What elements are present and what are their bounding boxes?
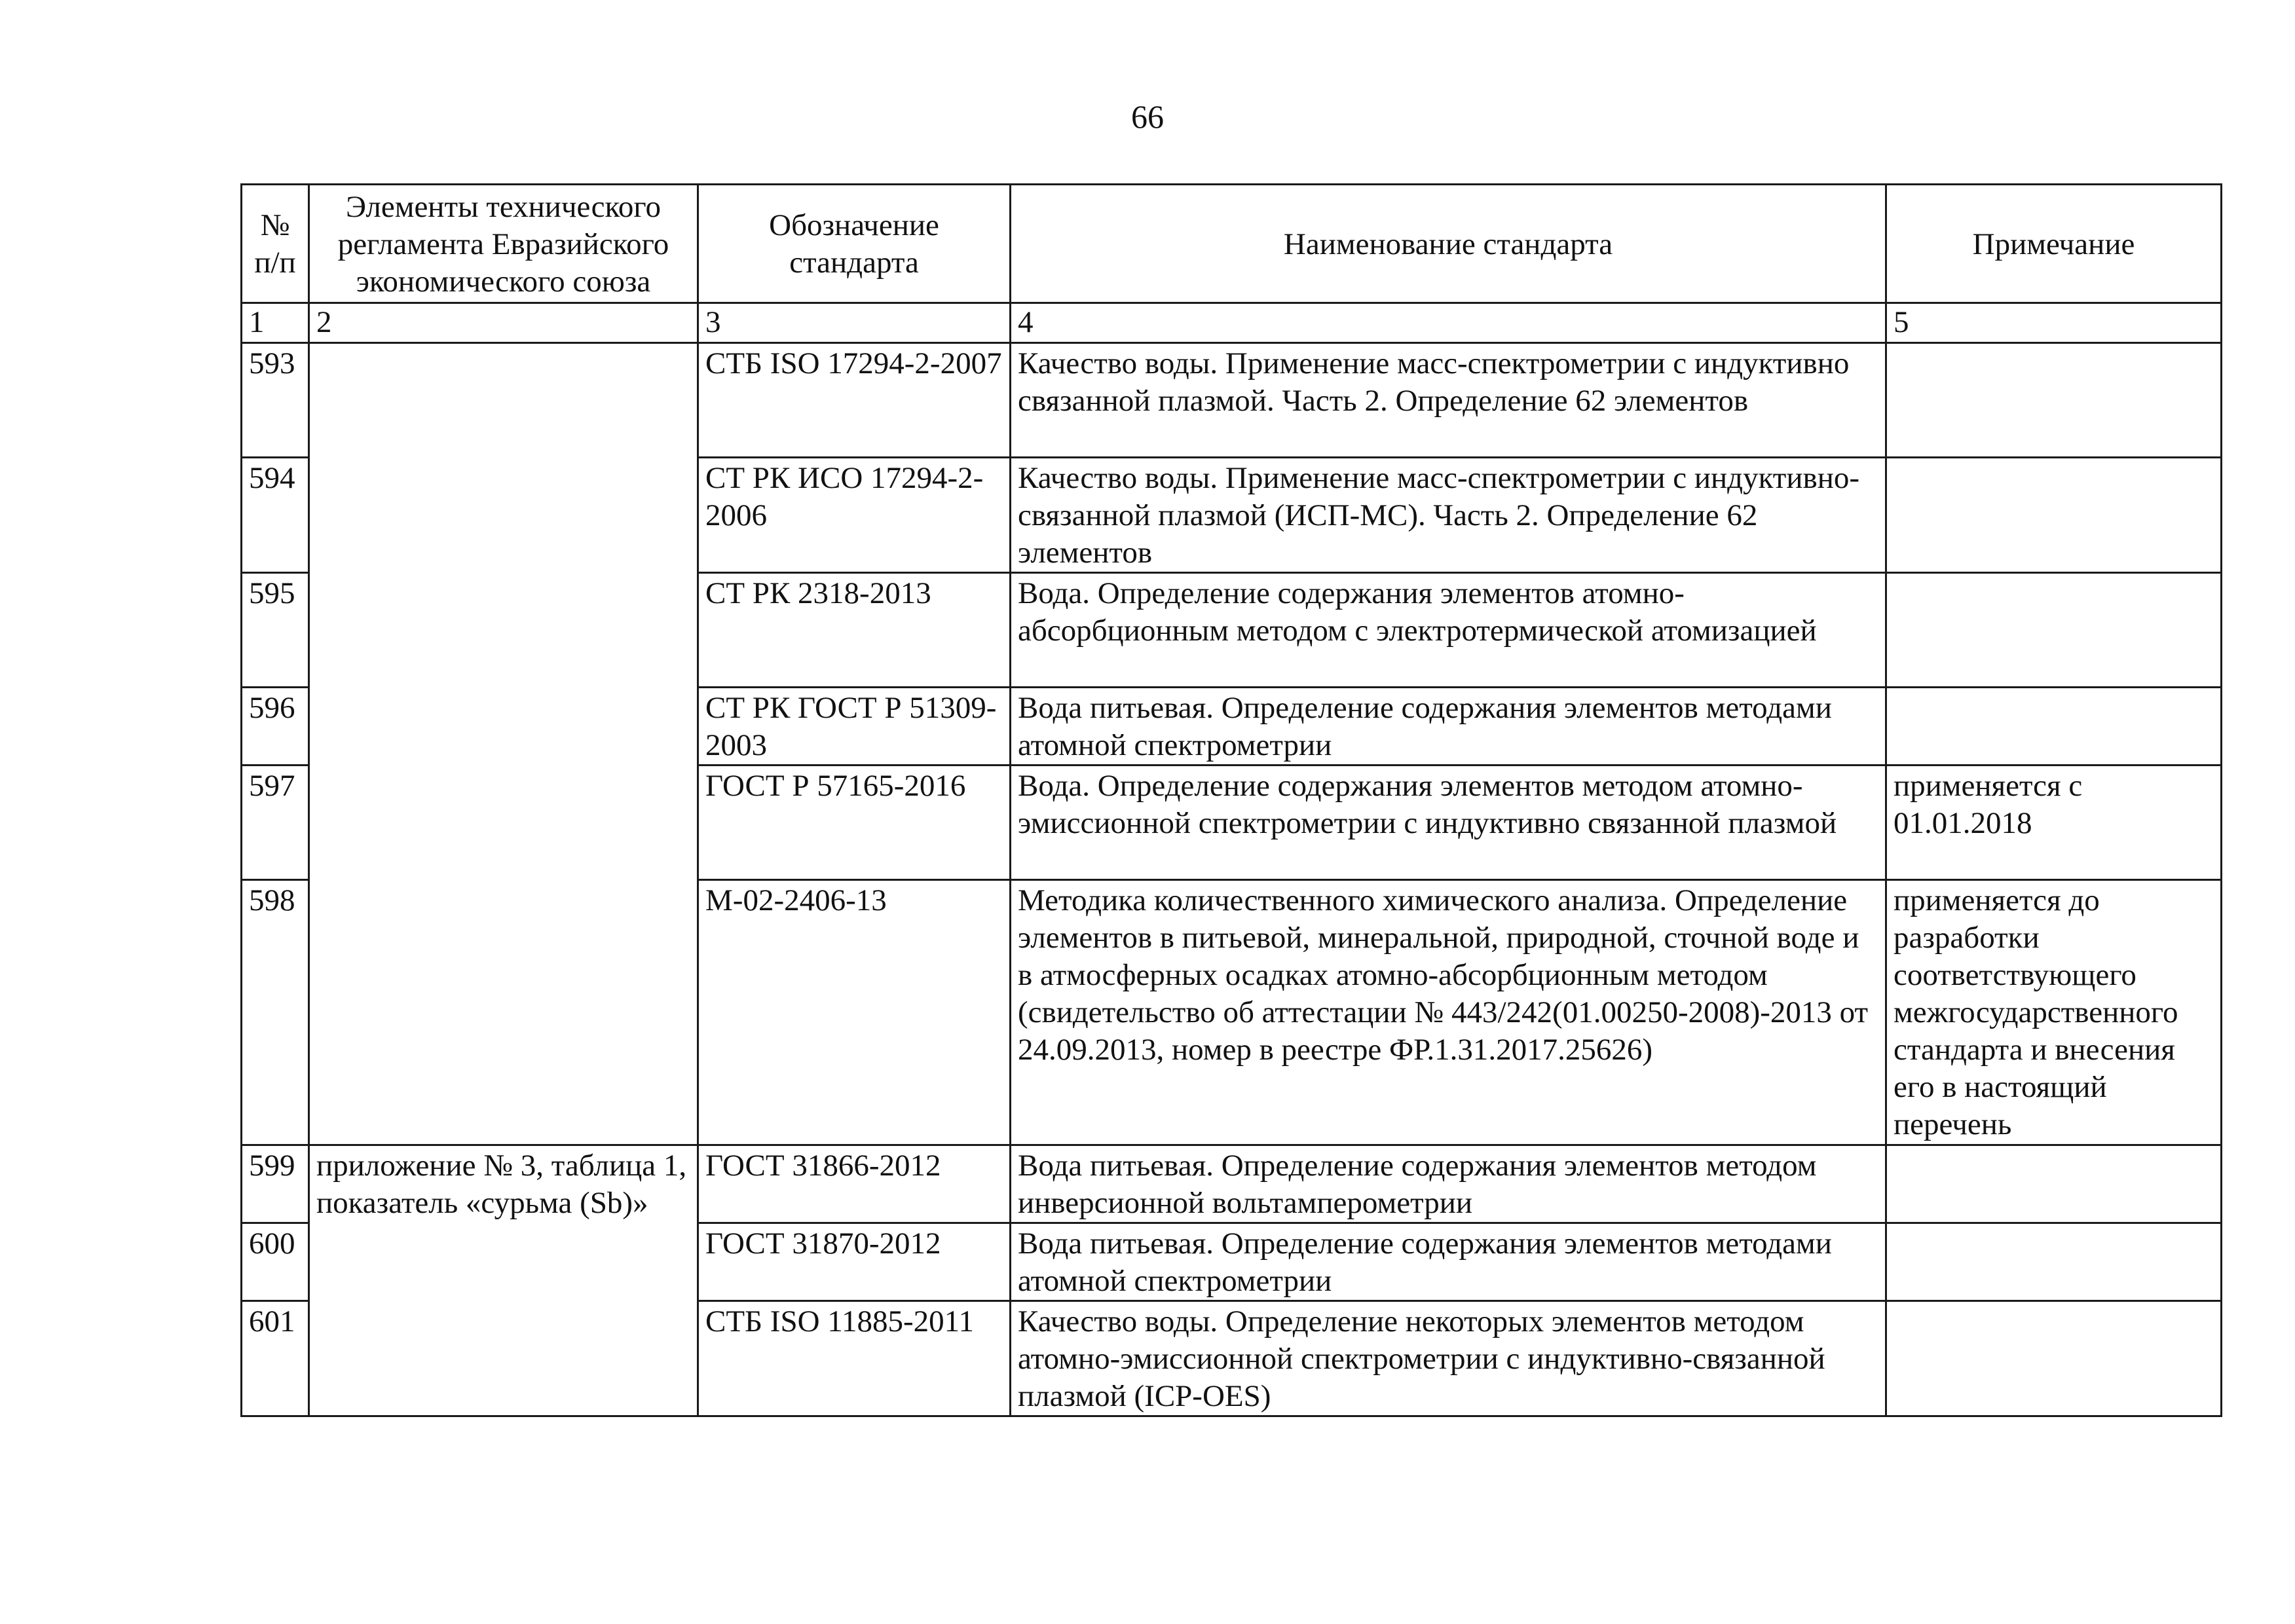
row-number: 600 [242,1223,309,1301]
note: применяется с 01.01.2018 [1886,766,2222,880]
standard-designation: ГОСТ 31866-2012 [698,1145,1011,1223]
row-number: 596 [242,688,309,766]
standard-name: Вода питьевая. Определение содержания элементов методами атомной спектрометрии [1011,688,1886,766]
header-designation: Обозначение стандарта [698,185,1011,303]
table-row [242,343,2222,458]
row-number: 597 [242,766,309,880]
standard-designation: СТ РК ГОСТ Р 51309-2003 [698,688,1011,766]
row-number: 601 [242,1301,309,1416]
note [1886,1301,2222,1416]
standard-designation: ГОСТ Р 57165-2016 [698,766,1011,880]
standard-designation: СТБ ISO 11885-2011 [698,1301,1011,1416]
standard-designation: М-02-2406-13 [698,880,1011,1145]
note [1886,1223,2222,1301]
table-header-row [242,185,2222,303]
note [1886,1145,2222,1223]
row-number: 594 [242,458,309,573]
standard-name: Вода. Определение содержания элементов методом атомно-эмиссионной спектрометрии с индуктивно связанной плазмой [1011,766,1886,880]
standard-designation: СТБ ISO 17294-2-2007 [698,343,1011,458]
header-elements: Элементы технического регламента Евразийского экономического союза [309,185,698,303]
row-number: 593 [242,343,309,458]
regulation-element: приложение № 3, таблица 1, показатель «сурьма (Sb)» [309,1145,698,1416]
standard-name: Качество воды. Применение масс-спектрометрии с индуктивно связанной плазмой. Часть 2. Определение 62 элементов [1011,343,1886,458]
element-cell-empty [309,343,698,1145]
standards-table [240,183,2222,1417]
column-number: 4 [1011,303,1886,343]
row-number: 598 [242,880,309,1145]
row-number: 599 [242,1145,309,1223]
column-number: 1 [242,303,309,343]
note: применяется до разработки соответствующего межгосударственного стандарта и внесения его в настоящий перечень [1886,880,2222,1145]
note [1886,573,2222,688]
header-number: № п/п [242,185,309,303]
standard-name: Методика количественного химического анализа. Определение элементов в питьевой, минеральной, природной, сточной воде и в атмосферных осадках атомно-абсорбционным методом (свидетельство об аттестации № 443/242(01.00250-2008)-2013 от 24.09.2013, номер в реестре ФР.1.31.2017.25626) [1011,880,1886,1145]
column-number: 5 [1886,303,2222,343]
note [1886,688,2222,766]
standard-designation: СТ РК 2318-2013 [698,573,1011,688]
row-number: 595 [242,573,309,688]
table-row [242,1145,2222,1223]
note [1886,343,2222,458]
page-number: 66 [1131,98,1164,135]
note [1886,458,2222,573]
standard-designation: ГОСТ 31870-2012 [698,1223,1011,1301]
column-number: 2 [309,303,698,343]
standard-name: Вода питьевая. Определение содержания элементов методом инверсионной вольтамперометрии [1011,1145,1886,1223]
standard-name: Качество воды. Определение некоторых элементов методом атомно-эмиссионной спектрометрии с индуктивно-связанной плазмой (ICP-OES) [1011,1301,1886,1416]
header-standard-name: Наименование стандарта [1011,185,1886,303]
column-number: 3 [698,303,1011,343]
column-numbers-row [242,303,2222,343]
standard-designation: СТ РК ИСО 17294-2-2006 [698,458,1011,573]
standard-name: Качество воды. Применение масс-спектрометрии с индуктивно-связанной плазмой (ИСП-МС). Часть 2. Определение 62 элементов [1011,458,1886,573]
header-note: Примечание [1886,185,2222,303]
standard-name: Вода питьевая. Определение содержания элементов методами атомной спектрометрии [1011,1223,1886,1301]
standard-name: Вода. Определение содержания элементов атомно-абсорбционным методом с электротермической атомизацией [1011,573,1886,688]
